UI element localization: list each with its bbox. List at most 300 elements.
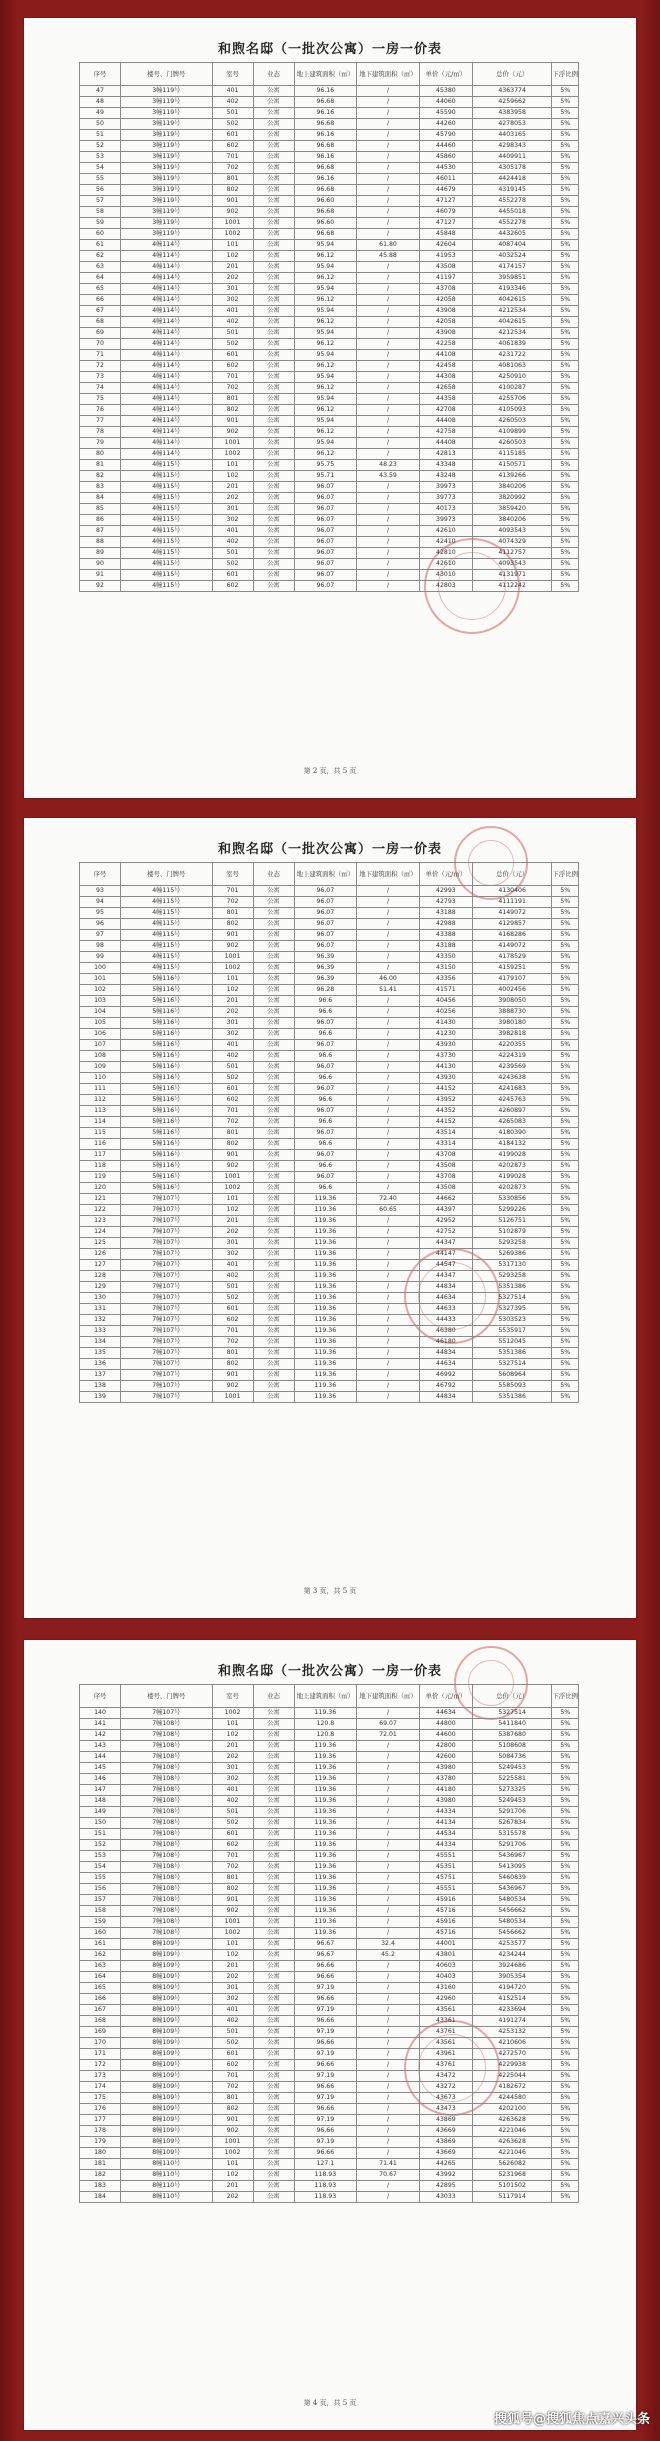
table-cell: 3幢119号	[120, 185, 212, 196]
table-row	[80, 1315, 579, 1326]
table-cell: 4259662	[472, 97, 552, 108]
table-cell: 45848	[419, 229, 472, 240]
table-cell: 72.01	[357, 1730, 420, 1741]
table-cell: /	[357, 897, 420, 908]
table-cell: 39773	[419, 493, 472, 504]
table-cell: 5%	[552, 1348, 579, 1359]
table-cell: 公寓	[253, 1183, 294, 1194]
table-cell: 5%	[552, 350, 579, 361]
table-cell: 5101502	[472, 2181, 552, 2192]
table-cell: 4幢114号	[120, 339, 212, 350]
table-body	[80, 86, 579, 592]
table-cell: 5%	[552, 163, 579, 174]
table-cell: 5351386	[472, 1348, 552, 1359]
table-cell: 5%	[552, 1708, 579, 1719]
table-cell: /	[357, 1018, 420, 1029]
table-cell: 8幢109号	[120, 1961, 212, 1972]
table-cell: 5535917	[472, 1326, 552, 1337]
table-cell: 178	[80, 2126, 121, 2137]
table-cell: 公寓	[253, 581, 294, 592]
table-cell: 46380	[419, 1326, 472, 1337]
table-cell: /	[357, 952, 420, 963]
table-cell: 119.36	[294, 1348, 357, 1359]
table-cell: 202	[212, 273, 253, 284]
table-cell: 117	[80, 1150, 121, 1161]
table-cell: 5%	[552, 185, 579, 196]
column-header: 下浮比例	[552, 863, 579, 886]
table-cell: 43869	[419, 2115, 472, 2126]
table-cell: 公寓	[253, 1884, 294, 1895]
table-cell: 5%	[552, 537, 579, 548]
table-cell: /	[357, 317, 420, 328]
table-cell: 96.66	[294, 2038, 357, 2049]
table-cell: 5456662	[472, 1928, 552, 1939]
table-cell: 5%	[552, 1862, 579, 1873]
table-cell: 601	[212, 1304, 253, 1315]
table-cell: 5幢116号	[120, 1106, 212, 1117]
table-cell: 301	[212, 1018, 253, 1029]
table-cell: /	[357, 1917, 420, 1928]
table-cell: 4幢115号	[120, 952, 212, 963]
table-cell: 5%	[552, 427, 579, 438]
table-cell: 184	[80, 2192, 121, 2203]
table-cell: 4幢114号	[120, 449, 212, 460]
table-cell: 602	[212, 1315, 253, 1326]
table-cell: 43514	[419, 1128, 472, 1139]
table-cell: 7幢107号	[120, 1326, 212, 1337]
table-cell: 公寓	[253, 1238, 294, 1249]
table-cell: /	[357, 108, 420, 119]
table-cell: 5413095	[472, 1862, 552, 1873]
table-cell: 95.94	[294, 350, 357, 361]
table-row	[80, 1095, 579, 1106]
table-cell: 119.36	[294, 1216, 357, 1227]
table-cell: /	[357, 2049, 420, 2060]
table-cell: 66	[80, 295, 121, 306]
table-cell: /	[357, 1095, 420, 1106]
table-row	[80, 1018, 579, 1029]
table-cell: 601	[212, 1084, 253, 1095]
table-cell: 4409911	[472, 152, 552, 163]
table-cell: 1002	[212, 963, 253, 974]
table-cell: /	[357, 2148, 420, 2159]
table-cell: 5%	[552, 119, 579, 130]
table-cell: 公寓	[253, 1917, 294, 1928]
table-cell: 3幢119号	[120, 196, 212, 207]
table-row	[80, 1249, 579, 1260]
table-cell: 42800	[419, 1741, 472, 1752]
table-cell: 5%	[552, 1161, 579, 1172]
table-cell: 40173	[419, 504, 472, 515]
table-cell: 96.28	[294, 985, 357, 996]
table-row	[80, 1862, 579, 1873]
table-cell: 44334	[419, 1807, 472, 1818]
table-cell: 202	[212, 1752, 253, 1763]
table-row	[80, 1796, 579, 1807]
table-cell: 43801	[419, 1950, 472, 1961]
table-cell: 5%	[552, 1073, 579, 1084]
table-cell: 公寓	[253, 1040, 294, 1051]
table-cell: 45351	[419, 1862, 472, 1873]
table-cell: 102	[212, 471, 253, 482]
table-cell: 5%	[552, 570, 579, 581]
table-cell: 119	[80, 1172, 121, 1183]
table-cell: 145	[80, 1763, 121, 1774]
table-cell: 168	[80, 2016, 121, 2027]
table-row	[80, 306, 579, 317]
table-row	[80, 1381, 579, 1392]
table-cell: /	[357, 1370, 420, 1381]
table-row	[80, 405, 579, 416]
table-row	[80, 141, 579, 152]
table-cell: 公寓	[253, 515, 294, 526]
table-cell: 102	[80, 985, 121, 996]
table-cell: 105	[80, 1018, 121, 1029]
table-cell: 53	[80, 152, 121, 163]
table-cell: 801	[212, 174, 253, 185]
table-cell: 502	[212, 559, 253, 570]
table-cell: 5%	[552, 952, 579, 963]
column-header: 室号	[212, 863, 253, 886]
table-cell: 39973	[419, 515, 472, 526]
table-cell: 112	[80, 1095, 121, 1106]
table-cell: 164	[80, 1972, 121, 1983]
table-row	[80, 2126, 579, 2137]
table-cell: 公寓	[253, 2082, 294, 2093]
table-cell: 119.36	[294, 1928, 357, 1939]
table-cell: 96.07	[294, 482, 357, 493]
table-cell: 3888730	[472, 1007, 552, 1018]
table-cell: 95.75	[294, 460, 357, 471]
table-cell: 501	[212, 1807, 253, 1818]
table-cell: 601	[212, 350, 253, 361]
table-cell: 96.66	[294, 2126, 357, 2137]
table-row	[80, 1818, 579, 1829]
table-cell: 5%	[552, 2159, 579, 2170]
table-cell: 44662	[419, 1194, 472, 1205]
table-cell: 公寓	[253, 416, 294, 427]
table-cell: 4幢115号	[120, 886, 212, 897]
column-header: 单价（元/㎡）	[419, 863, 472, 886]
table-cell: 121	[80, 1194, 121, 1205]
table-cell: 5%	[552, 1315, 579, 1326]
table-cell: 601	[212, 1829, 253, 1840]
table-row	[80, 2005, 579, 2016]
table-cell: 公寓	[253, 985, 294, 996]
table-row	[80, 952, 579, 963]
table-cell: 44433	[419, 1315, 472, 1326]
table-cell: 44265	[419, 2159, 472, 2170]
table-cell: /	[357, 1117, 420, 1128]
table-row	[80, 2115, 579, 2126]
table-cell: 5%	[552, 2071, 579, 2082]
table-row	[80, 985, 579, 996]
table-cell: 96.6	[294, 1117, 357, 1128]
table-cell: 5126751	[472, 1216, 552, 1227]
table-cell: 5327395	[472, 1304, 552, 1315]
table-cell: 4幢114号	[120, 295, 212, 306]
table-cell: 7幢107号	[120, 1293, 212, 1304]
table-cell: 7幢108号	[120, 1774, 212, 1785]
table-cell: /	[357, 1029, 420, 1040]
table-cell: 公寓	[253, 1084, 294, 1095]
table-row	[80, 526, 579, 537]
table-cell: 公寓	[253, 383, 294, 394]
table-cell: 44352	[419, 1106, 472, 1117]
table-cell: 公寓	[253, 2115, 294, 2126]
table-cell: 5%	[552, 2016, 579, 2027]
table-cell: 公寓	[253, 2016, 294, 2027]
table-cell: 1002	[212, 229, 253, 240]
table-cell: 公寓	[253, 897, 294, 908]
table-cell: 96.07	[294, 908, 357, 919]
table-cell: /	[357, 2093, 420, 2104]
table-cell: 5%	[552, 941, 579, 952]
table-cell: 95.94	[294, 394, 357, 405]
table-cell: 5%	[552, 1216, 579, 1227]
table-cell: 4260503	[472, 416, 552, 427]
table-cell: 4220355	[472, 1040, 552, 1051]
table-row	[80, 1708, 579, 1719]
table-cell: /	[357, 581, 420, 592]
table-row	[80, 963, 579, 974]
table-cell: 43033	[419, 2192, 472, 2203]
table-cell: 901	[212, 416, 253, 427]
table-header-row	[80, 63, 579, 86]
table-row	[80, 996, 579, 1007]
table-cell: 87	[80, 526, 121, 537]
table-cell: 96.66	[294, 1972, 357, 1983]
table-cell: 45716	[419, 1906, 472, 1917]
table-cell: /	[357, 548, 420, 559]
table-cell: 96.07	[294, 919, 357, 930]
table-cell: 502	[212, 1818, 253, 1829]
table-cell: 4幢115号	[120, 493, 212, 504]
table-cell: 801	[212, 1348, 253, 1359]
table-cell: 89	[80, 548, 121, 559]
table-cell: 44347	[419, 1238, 472, 1249]
table-cell: 95.94	[294, 240, 357, 251]
table-cell: 1002	[212, 449, 253, 460]
table-row	[80, 1007, 579, 1018]
table-cell: 401	[212, 526, 253, 537]
table-cell: 96.07	[294, 897, 357, 908]
table-cell: 4191274	[472, 2016, 552, 2027]
table-cell: /	[357, 2115, 420, 2126]
table-cell: 5108608	[472, 1741, 552, 1752]
table-cell: 601	[212, 130, 253, 141]
table-cell: 5幢116号	[120, 1051, 212, 1062]
table-cell: 97.19	[294, 2137, 357, 2148]
table-cell: 公寓	[253, 273, 294, 284]
table-cell: 43669	[419, 2126, 472, 2137]
table-cell: 96.39	[294, 952, 357, 963]
table-cell: 5%	[552, 2181, 579, 2192]
table-row	[80, 1271, 579, 1282]
table-cell: 7幢107号	[120, 1392, 212, 1403]
table-cell: 119.36	[294, 1227, 357, 1238]
table-cell: 5460839	[472, 1873, 552, 1884]
table-cell: 96.07	[294, 886, 357, 897]
table-cell: 4180390	[472, 1128, 552, 1139]
table-cell: 701	[212, 886, 253, 897]
table-cell: /	[357, 1752, 420, 1763]
table-cell: 4152514	[472, 1994, 552, 2005]
table-cell: /	[357, 383, 420, 394]
table-cell: 7幢108号	[120, 1741, 212, 1752]
table-cell: 5%	[552, 383, 579, 394]
table-cell: 150	[80, 1818, 121, 1829]
table-cell: 62	[80, 251, 121, 262]
table-cell: 公寓	[253, 2027, 294, 2038]
table-cell: 5480534	[472, 1917, 552, 1928]
table-cell: 119.36	[294, 1315, 357, 1326]
table-cell: 702	[212, 2082, 253, 2093]
table-cell: 101	[212, 460, 253, 471]
table-cell: 公寓	[253, 97, 294, 108]
table-cell: 119.36	[294, 1381, 357, 1392]
table-cell: 44308	[419, 372, 472, 383]
table-cell: 51.41	[357, 985, 420, 996]
table-cell: 4093543	[472, 559, 552, 570]
table-cell: 8幢110号	[120, 2170, 212, 2181]
table-row	[80, 196, 579, 207]
table-cell: 5%	[552, 2093, 579, 2104]
table-cell: 103	[80, 996, 121, 1007]
table-cell: 4260897	[472, 1106, 552, 1117]
table-cell: /	[357, 185, 420, 196]
table-cell: 97.19	[294, 2093, 357, 2104]
table-cell: 122	[80, 1205, 121, 1216]
table-cell: /	[357, 1818, 420, 1829]
table-cell: 5327514	[472, 1359, 552, 1370]
table-cell: 902	[212, 1381, 253, 1392]
table-cell: 8幢109号	[120, 2038, 212, 2049]
table-cell: 5%	[552, 1851, 579, 1862]
table-cell: 5%	[552, 130, 579, 141]
table-cell: 5%	[552, 559, 579, 570]
table-cell: 43388	[419, 930, 472, 941]
table-cell: 7幢108号	[120, 1873, 212, 1884]
table-cell: 155	[80, 1873, 121, 1884]
table-cell: 43669	[419, 2148, 472, 2159]
table-cell: /	[357, 141, 420, 152]
table-row	[80, 581, 579, 592]
column-header: 地上建筑面积（㎡）	[294, 863, 357, 886]
table-cell: 43561	[419, 2005, 472, 2016]
table-cell: 502	[212, 1293, 253, 1304]
table-cell: 公寓	[253, 295, 294, 306]
table-cell: 5%	[552, 2192, 579, 2203]
table-cell: 702	[212, 1337, 253, 1348]
table-cell: 96.12	[294, 405, 357, 416]
table-cell: 802	[212, 919, 253, 930]
table-cell: 5%	[552, 1304, 579, 1315]
table-cell: 301	[212, 1983, 253, 1994]
table-cell: 公寓	[253, 1216, 294, 1227]
table-cell: 5%	[552, 985, 579, 996]
table-cell: 公寓	[253, 240, 294, 251]
table-cell: 8幢109号	[120, 2093, 212, 2104]
table-row	[80, 1282, 579, 1293]
table-row	[80, 119, 579, 130]
table-cell: 43869	[419, 2137, 472, 2148]
table-cell: 3908050	[472, 996, 552, 1007]
table-cell: 95.94	[294, 372, 357, 383]
table-cell: 46792	[419, 1381, 472, 1392]
table-cell: 5幢116号	[120, 1062, 212, 1073]
table-cell: 公寓	[253, 1359, 294, 1370]
table-cell: 107	[80, 1040, 121, 1051]
table-cell: 5幢116号	[120, 1073, 212, 1084]
table-cell: 46079	[419, 207, 472, 218]
table-cell: 3幢119号	[120, 207, 212, 218]
table-row	[80, 1359, 579, 1370]
table-cell: 96.66	[294, 2104, 357, 2115]
table-cell: 5%	[552, 1128, 579, 1139]
table-cell: 119.36	[294, 1194, 357, 1205]
table-cell: 公寓	[253, 427, 294, 438]
table-cell: 130	[80, 1293, 121, 1304]
table-cell: 7幢108号	[120, 1796, 212, 1807]
table-cell: 46011	[419, 174, 472, 185]
table-cell: 43350	[419, 952, 472, 963]
table-cell: 44180	[419, 1785, 472, 1796]
table-cell: 52	[80, 141, 121, 152]
table-cell: 97.19	[294, 2027, 357, 2038]
table-cell: 8幢109号	[120, 2027, 212, 2038]
table-cell: 公寓	[253, 2137, 294, 2148]
table-row	[80, 886, 579, 897]
table-cell: 公寓	[253, 1381, 294, 1392]
table-cell: 135	[80, 1348, 121, 1359]
table-cell: 133	[80, 1326, 121, 1337]
table-cell: 5%	[552, 1359, 579, 1370]
table-cell: 118.93	[294, 2192, 357, 2203]
table-cell: 163	[80, 1961, 121, 1972]
table-cell: 73	[80, 372, 121, 383]
table-cell: 5幢116号	[120, 1150, 212, 1161]
table-cell: 901	[212, 1370, 253, 1381]
table-cell: 167	[80, 2005, 121, 2016]
table-cell: 201	[212, 482, 253, 493]
table-cell: 97.19	[294, 2049, 357, 2060]
table-cell: /	[357, 482, 420, 493]
table-cell: 4243638	[472, 1073, 552, 1084]
table-cell: 4184132	[472, 1139, 552, 1150]
table-cell: 公寓	[253, 1227, 294, 1238]
table-cell: 118.93	[294, 2170, 357, 2181]
table-cell: 5%	[552, 1260, 579, 1271]
table-cell: /	[357, 2181, 420, 2192]
table-cell: 601	[212, 570, 253, 581]
table-cell: 43908	[419, 306, 472, 317]
table-cell: 302	[212, 1029, 253, 1040]
table-cell: 公寓	[253, 1348, 294, 1359]
table-row	[80, 1752, 579, 1763]
table-row	[80, 1150, 579, 1161]
table-cell: 公寓	[253, 1851, 294, 1862]
table-cell: /	[357, 1972, 420, 1983]
table-cell: 119.36	[294, 1260, 357, 1271]
table-cell: 7幢108号	[120, 1818, 212, 1829]
table-cell: 42708	[419, 405, 472, 416]
table-cell: 3980180	[472, 1018, 552, 1029]
table-cell: 106	[80, 1029, 121, 1040]
table-cell: 120.8	[294, 1730, 357, 1741]
table-cell: 公寓	[253, 1293, 294, 1304]
table-cell: 42993	[419, 886, 472, 897]
